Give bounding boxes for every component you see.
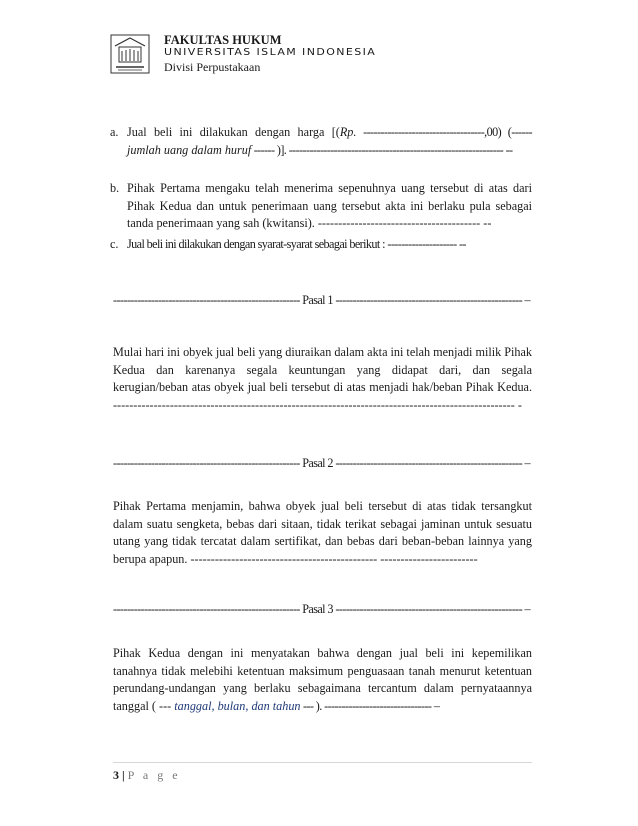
pasal-3-body-lead: Pihak Kedua dengan ini menyatakan bahwa dengan jual beli ini kepemilikan tanahnya tidak melebihi ketentuan maksimum penguasaan tanah menurut ketentuan perundang-undangan yang berlaku sebagaimana tercantum dalam pernyataannya tanggal ( --- bbox=[113, 646, 532, 713]
university-name: UNIVERSITAS ISLAM INDONESIA bbox=[164, 46, 377, 58]
list-item-text: Jual beli ini dilakukan dengan syarat-syarat sebagai berikut : -------------------- -- bbox=[127, 237, 466, 251]
list-item-a bbox=[110, 124, 532, 159]
pasal-1-heading: ------------------------------------------------------ Pasal 1 ------------------------------------------------------ – bbox=[113, 293, 531, 307]
list-item-c bbox=[110, 236, 532, 254]
pasal-3-body-italic: tanggal, bulan, dan tahun bbox=[174, 698, 301, 713]
pasal-3-body-tail: --- ). ------------------------------- – bbox=[300, 698, 440, 713]
page-number: 3 bbox=[113, 768, 119, 782]
pasal-3-heading: ------------------------------------------------------ Pasal 3 ------------------------------------------------------ – bbox=[113, 602, 531, 616]
page-footer bbox=[113, 768, 181, 783]
footer-separator: | bbox=[119, 768, 128, 782]
item-a-tail: ------ )]. -------------------------------------------------------------- -- bbox=[251, 142, 513, 157]
item-a-rp: Rp. bbox=[339, 125, 357, 139]
faculty-name: FAKULTAS HUKUM bbox=[164, 33, 282, 47]
page-word: P a g e bbox=[127, 768, 181, 782]
division-name: Divisi Perpustakaan bbox=[164, 60, 261, 74]
list-marker: a. bbox=[110, 125, 119, 139]
list-marker: c. bbox=[110, 237, 119, 251]
pasal-2-heading: ------------------------------------------------------ Pasal 2 ------------------------------------------------------ – bbox=[113, 456, 531, 470]
list-item-text bbox=[127, 124, 532, 159]
item-a-lead: Jual beli ini dilakukan dengan harga [( bbox=[127, 125, 340, 139]
pasal-1-body: Mulai hari ini obyek jual beli yang diuraikan dalam akta ini telah menjadi milik Pihak Kedua dan karenanya segala keuntungan yang didapat dari, dan segala kerugian/beban atas obyek jual beli tersebut di atas menjadi hak/beban Pihak Kedua. --------------------------------------------------------------------------------------------------- - bbox=[113, 345, 533, 412]
university-logo bbox=[110, 34, 150, 74]
pasal-2-body: Pihak Pertama menjamin, bahwa obyek jual beli tersebut di atas tidak tersangkut dalam suatu sengketa, bebas dari sitaan, tidak terikat sebagai jaminan untuk sesuatu utang yang tidak tercatat dalam sertifikat, dan bebas dari beban-beban lainnya yang berupa apapun. ---------------------------------------------- ------------------------ bbox=[113, 499, 532, 566]
pasal-3-body bbox=[113, 645, 532, 715]
list-item-b bbox=[110, 180, 532, 233]
item-a-mid: -----------------------------------,00) (------ bbox=[356, 125, 532, 139]
item-a-italic: jumlah uang dalam huruf bbox=[127, 142, 252, 157]
footer-rule bbox=[113, 762, 532, 763]
list-marker: b. bbox=[110, 181, 120, 195]
list-item-text: Pihak Pertama mengaku telah menerima sepenuhnya uang tersebut di atas dari Pihak Kedua dan untuk penerimaan uang tersebut akta ini berlaku pula sebagai tanda penerimaan yang sah (kwitansi). ---------------------------------------- -- bbox=[127, 181, 532, 230]
